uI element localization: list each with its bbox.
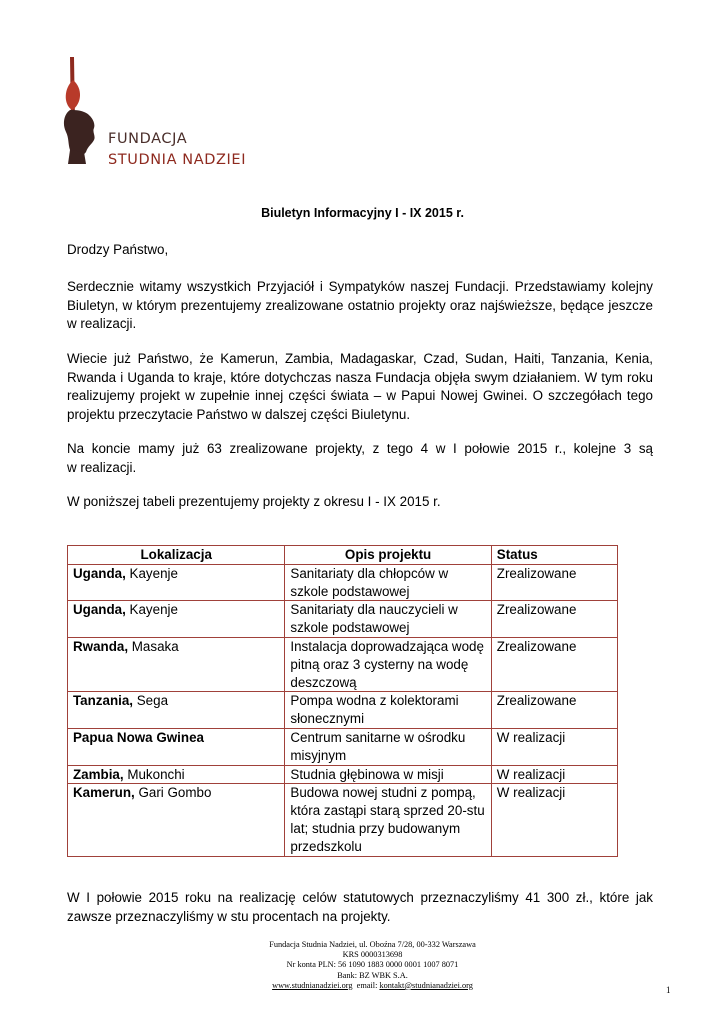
- cell-location: [68, 692, 285, 729]
- cell-description: Sanitariaty dla chłopców w szkole podstawowej: [285, 564, 491, 601]
- email-label: email:: [352, 980, 380, 990]
- place: Sega: [133, 693, 169, 709]
- paragraph-line: w realizacji.: [67, 316, 137, 332]
- country: Kamerun,: [73, 785, 135, 801]
- paragraph-line: projektu przeczytacie Państwo w dalszej części Biuletynu.: [67, 406, 411, 422]
- logo-text-fundacja: FUNDACJA: [108, 131, 188, 147]
- cell-description: Instalacja doprowadzająca wodę pitną oraz 3 cysterny na wodę deszczową: [285, 637, 491, 691]
- website-link[interactable]: www.studnianadziei.org: [272, 980, 353, 990]
- cell-location: [68, 601, 285, 638]
- country: Tanzania,: [73, 693, 134, 709]
- paragraph-line: realizujemy projekt w zupełnie innej części świata – w Papui Nowej Gwinei. O szczegółach tego: [67, 388, 653, 404]
- cell-location: [68, 564, 285, 601]
- page-footer: [0, 940, 725, 991]
- paragraph-funding: [67, 889, 653, 926]
- cell-description: Pompa wodna z kolektorami słonecznymi: [285, 692, 491, 729]
- cell-description: Centrum sanitarne w ośrodku misyjnym: [285, 728, 491, 765]
- cell-status: W realizacji: [491, 784, 617, 856]
- bulletin-title: Biuletyn Informacyjny I - IX 2015 r.: [261, 206, 464, 220]
- cell-status: Zrealizowane: [491, 601, 617, 638]
- cell-status: W realizacji: [491, 765, 617, 784]
- table-row: [68, 564, 618, 601]
- cell-description: Sanitariaty dla nauczycieli w szkole podstawowej: [285, 601, 491, 638]
- footer-address: Fundacja Studnia Nadziei, ul. Oboźna 7/28, 00-332 Warszawa: [269, 940, 476, 949]
- greeting-text: Drodzy Państwo,: [67, 242, 169, 257]
- cell-status: Zrealizowane: [491, 692, 617, 729]
- paragraph-line: W poniższej tabeli prezentujemy projekty z okresu I - IX 2015 r.: [67, 494, 441, 509]
- paragraph-line: Wiecie już Państwo, że Kamerun, Zambia, Madagaskar, Czad, Sudan, Haiti, Tanzania, Kenia,: [67, 351, 653, 366]
- cell-status: W realizacji: [491, 728, 617, 765]
- header-description: Opis projektu: [285, 546, 491, 565]
- cell-location: [68, 637, 285, 691]
- country: Zambia,: [73, 766, 124, 782]
- table-row: [68, 637, 618, 691]
- place: Masaka: [128, 638, 179, 654]
- table-row: [68, 765, 618, 784]
- cell-status: Zrealizowane: [491, 564, 617, 601]
- paragraph-line: w realizacji.: [67, 459, 137, 475]
- paragraph-projects-count: [67, 440, 653, 477]
- cell-description: Budowa nowej studni z pompą, która zastąpi starą sprzed 20-stu lat; studnia przy budowanym przedszkolu: [285, 784, 491, 856]
- footer-account: Nr konta PLN: 56 1090 1883 0000 0001 1007 8071: [286, 960, 459, 970]
- table-row: [68, 601, 618, 638]
- country: Uganda,: [73, 565, 126, 581]
- table-header-row: [68, 546, 618, 565]
- greeting: [67, 241, 653, 260]
- paragraph-line: Rwanda i Uganda to kraje, które dotychczas nasza Fundacja objęła swym działaniem. W tym roku: [67, 369, 653, 385]
- footer-krs: KRS 0000313698: [342, 950, 403, 960]
- header-status: Status: [491, 546, 617, 565]
- table-row: [68, 784, 618, 856]
- paragraph-intro: [67, 278, 653, 334]
- paragraph-table-intro: [67, 493, 653, 512]
- country: Rwanda,: [73, 638, 129, 654]
- projects-table: [67, 545, 618, 857]
- cell-location: [68, 728, 285, 765]
- paragraph-countries: [67, 350, 653, 424]
- paragraph-line: Serdecznie witamy wszystkich Przyjaciół i Sympatyków naszej Fundacji. Przedstawiamy kolejny: [67, 279, 653, 294]
- cell-description: Studnia głębinowa w misji: [285, 765, 491, 784]
- paragraph-line: Na koncie mamy już 63 zrealizowane projekty, z tego 4 w I połowie 2015 r., kolejne 3 są: [67, 441, 653, 456]
- paragraph-line: zawsze przeznaczyliśmy w stu procentach na projekty.: [67, 908, 391, 924]
- cell-status: Zrealizowane: [491, 637, 617, 691]
- page-number: 1: [666, 985, 671, 995]
- place: Kayenje: [125, 602, 178, 618]
- cell-location: [68, 784, 285, 856]
- footer-contact: [0, 981, 725, 991]
- place: Kayenje: [125, 565, 178, 581]
- country: Papua Nowa Gwinea: [73, 729, 204, 745]
- table-row: [68, 728, 618, 765]
- email-link[interactable]: kontakt@studnianadziei.org: [379, 980, 473, 990]
- paragraph-line: Biuletyn, w którym prezentujemy zrealizowane ostatnio projekty oraz najświeższe, będące jeszcze: [67, 297, 653, 313]
- country: Uganda,: [73, 602, 126, 618]
- paragraph-line: W I połowie 2015 roku na realizację celów statutowych przeznaczyliśmy 41 300 zł., które jak: [67, 890, 653, 905]
- table-row: [68, 692, 618, 729]
- place: Gari Gombo: [134, 785, 212, 801]
- cell-location: [68, 765, 285, 784]
- logo-text-studnia-nadziei: STUDNIA NADZIEI: [108, 152, 247, 168]
- header-location: Lokalizacja: [68, 546, 285, 565]
- footer-bank: Bank: BZ WBK S.A.: [337, 970, 408, 980]
- place: Mukonchi: [123, 766, 185, 782]
